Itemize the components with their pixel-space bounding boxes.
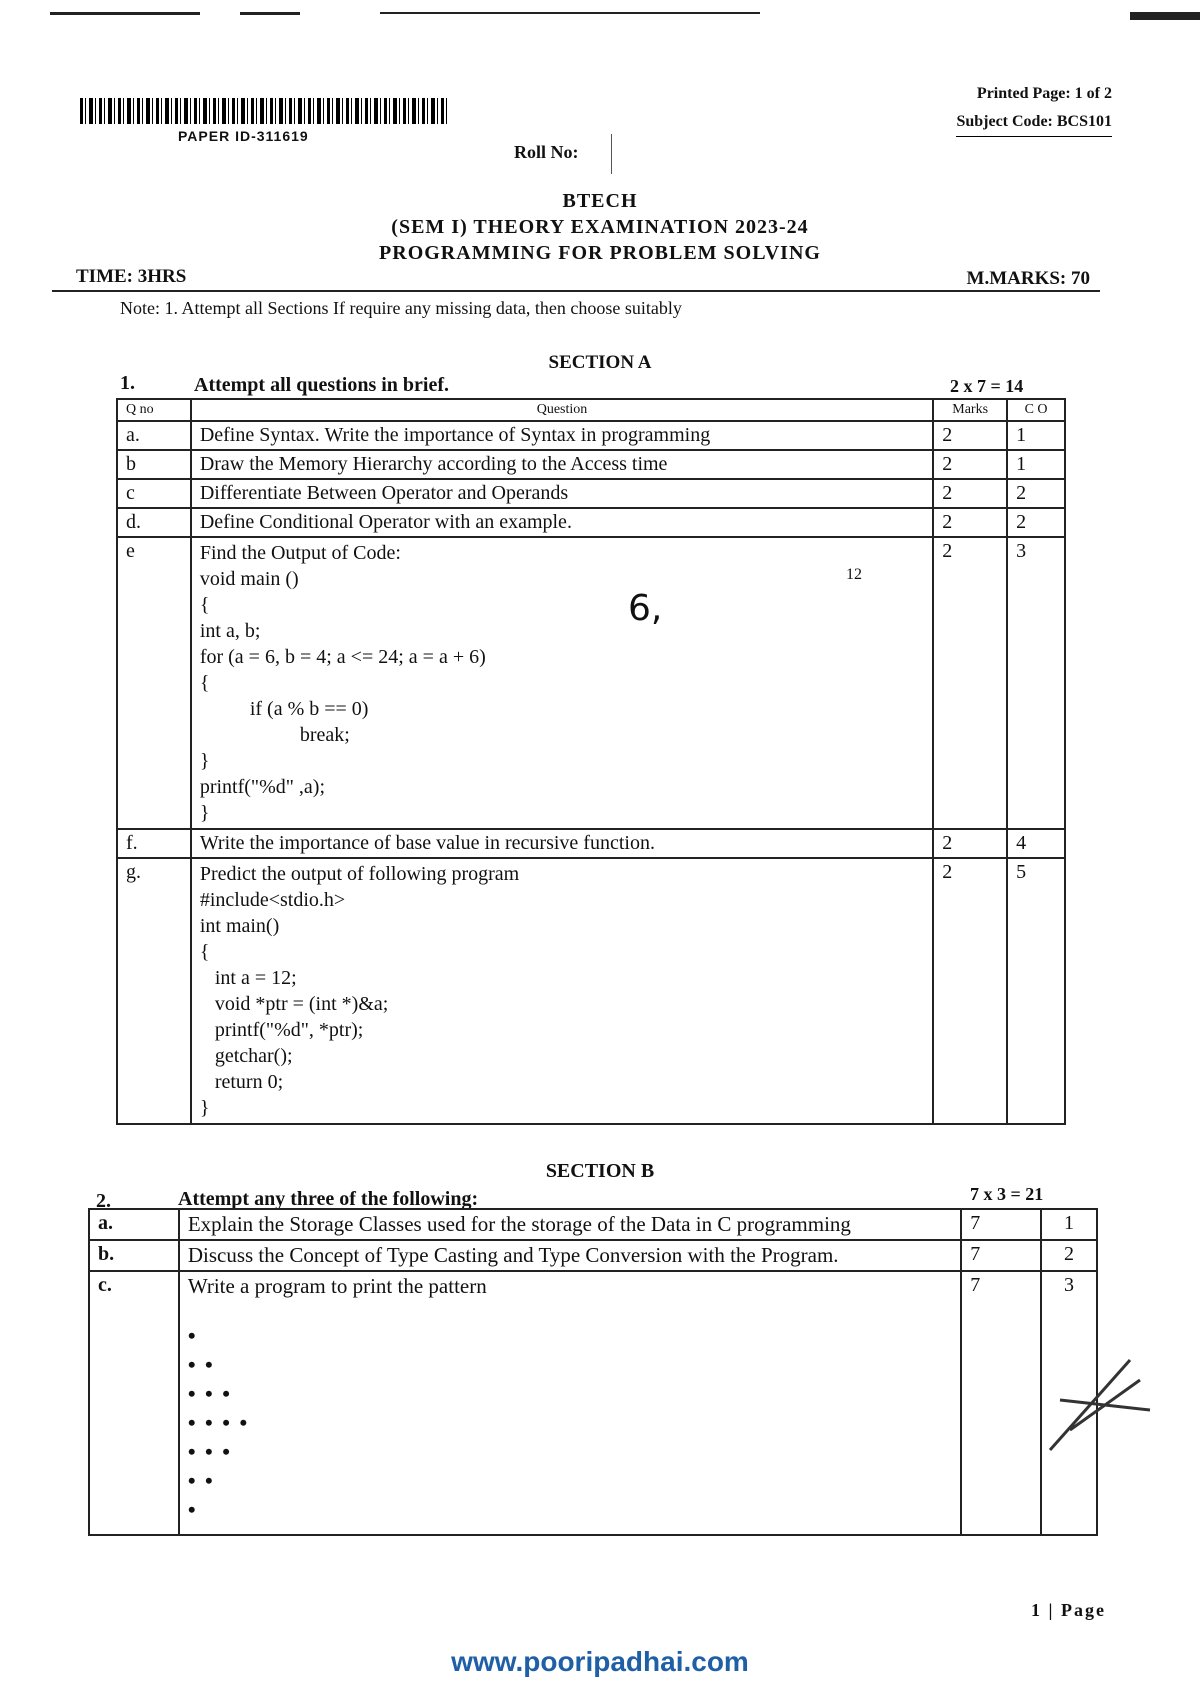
row-co: 4 — [1007, 829, 1065, 858]
row-id: a. — [89, 1209, 179, 1240]
row-marks: 2 — [933, 421, 1007, 450]
column-header: Marks — [933, 399, 1007, 421]
row-question: Differentiate Between Operator and Operands — [191, 479, 933, 508]
handwritten-note: 12 — [846, 566, 862, 583]
question-number: 1. — [120, 372, 135, 394]
table-row — [117, 421, 1065, 450]
note: Note: 1. Attempt all Sections If require any missing data, then choose suitably — [120, 298, 682, 318]
table-row — [89, 1271, 1097, 1535]
printed-page: Printed Page: 1 of 2 — [976, 85, 1112, 102]
row-co: 5 — [1007, 858, 1065, 1124]
row-marks: 2 — [933, 829, 1007, 858]
row-question: Write the importance of base value in recursive function. — [191, 829, 933, 858]
row-marks: 2 — [933, 537, 1007, 829]
table-row — [89, 1240, 1097, 1271]
row-id: b — [117, 450, 191, 479]
row-question: Define Syntax. Write the importance of Syntax in programming — [191, 421, 933, 450]
section-b-title: SECTION B — [545, 1160, 655, 1182]
row-co: 2 — [1041, 1240, 1097, 1271]
row-co: 2 — [1007, 479, 1065, 508]
row-co: 1 — [1007, 421, 1065, 450]
row-co: 1 — [1007, 450, 1065, 479]
subject-code: Subject Code: BCS101 — [956, 108, 1112, 137]
row-co: 1 — [1041, 1209, 1097, 1240]
paper-id: PAPER ID-311619 — [178, 128, 309, 144]
table-row — [117, 450, 1065, 479]
row-marks: 7 — [961, 1209, 1041, 1240]
row-id: a. — [117, 421, 191, 450]
row-marks: 7 — [961, 1271, 1041, 1535]
section-a-table — [116, 398, 1066, 1125]
scan-mark — [240, 12, 300, 15]
row-id: c. — [89, 1271, 179, 1535]
table-header-row — [117, 399, 1065, 421]
row-question: Find the Output of Code: void main () { int a, b; for (a = 6, b = 4; a <= 24; a = a + 6) { if (a % b == 0) break; } printf("%d" ,a); } — [191, 537, 933, 829]
page-number: 1 | Page — [1031, 1600, 1106, 1620]
question-number: 2. — [96, 1190, 111, 1212]
row-question: Define Conditional Operator with an example. — [191, 508, 933, 537]
row-question: Discuss the Concept of Type Casting and Type Conversion with the Program. — [179, 1240, 961, 1271]
pattern: • • • • • • • • • • • • • • • • — [187, 1323, 250, 1522]
divider — [52, 290, 1100, 292]
table-row — [117, 508, 1065, 537]
question-text: Write a program to print the pattern — [187, 1274, 487, 1298]
roll-no-label: Roll No: — [514, 142, 579, 162]
question-title: Attempt all questions in brief. — [194, 374, 449, 396]
exam-title: (SEM I) THEORY EXAMINATION 2023-24 — [391, 216, 809, 238]
row-id: g. — [117, 858, 191, 1124]
roll-no-field — [611, 134, 612, 174]
section-a-title: SECTION A — [548, 352, 652, 373]
table-row — [117, 829, 1065, 858]
scan-mark — [1130, 12, 1200, 20]
table-row — [117, 858, 1065, 1124]
marks-formula: 7 x 3 = 21 — [970, 1184, 1044, 1204]
section-b-table — [88, 1208, 1098, 1536]
row-id: d. — [117, 508, 191, 537]
row-marks: 7 — [961, 1240, 1041, 1271]
scan-mark — [380, 12, 760, 14]
barcode — [80, 98, 450, 124]
website-link[interactable]: www.pooripadhai.com — [451, 1646, 749, 1677]
question-title: Attempt any three of the following: — [178, 1188, 479, 1210]
row-marks: 2 — [933, 508, 1007, 537]
row-question: Predict the output of following program #include<stdio.h> int main() { int a = 12; void *ptr = (int *)&a; printf("%d", *ptr); getchar(); return 0; } — [191, 858, 933, 1124]
row-question: Explain the Storage Classes used for the storage of the Data in C programming — [179, 1209, 961, 1240]
row-id: b. — [89, 1240, 179, 1271]
row-id: c — [117, 479, 191, 508]
column-header: Question — [191, 399, 933, 421]
row-co: 3 — [1041, 1271, 1097, 1535]
table-row — [117, 479, 1065, 508]
row-marks: 2 — [933, 858, 1007, 1124]
column-header: Q no — [117, 399, 191, 421]
row-marks: 2 — [933, 450, 1007, 479]
table-row — [117, 537, 1065, 829]
max-marks-label: M.MARKS: 70 — [966, 268, 1090, 289]
column-header: C O — [1007, 399, 1065, 421]
row-marks: 2 — [933, 479, 1007, 508]
handwritten-note: 6, — [628, 588, 663, 629]
course-title: BTECH — [562, 190, 638, 212]
row-question — [179, 1271, 961, 1535]
time-label: TIME: 3HRS — [76, 266, 187, 287]
row-id: e — [117, 537, 191, 829]
scan-mark — [50, 12, 200, 15]
row-id: f. — [117, 829, 191, 858]
row-question: Draw the Memory Hierarchy according to the Access time — [191, 450, 933, 479]
table-row — [89, 1209, 1097, 1240]
scribble-mark — [1040, 1340, 1160, 1460]
marks-formula: 2 x 7 = 14 — [950, 376, 1024, 396]
subject-title: PROGRAMMING FOR PROBLEM SOLVING — [379, 242, 821, 264]
printed-info — [956, 80, 1112, 137]
row-co: 2 — [1007, 508, 1065, 537]
row-co: 3 — [1007, 537, 1065, 829]
